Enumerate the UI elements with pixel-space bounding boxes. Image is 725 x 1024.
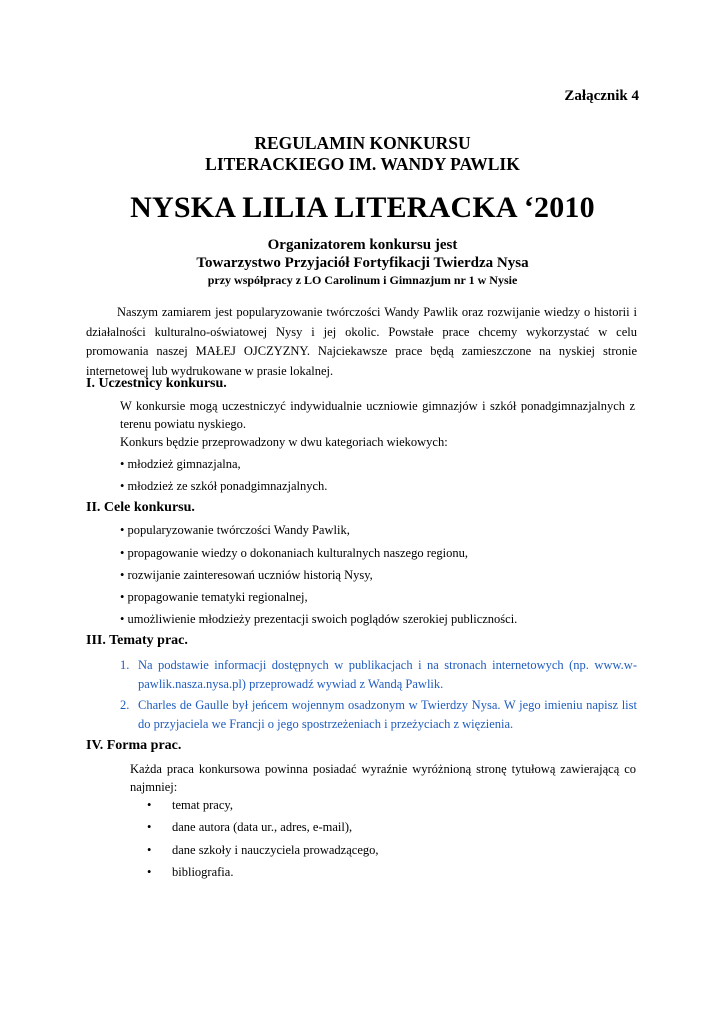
category-item: • młodzież gimnazjalna, — [120, 457, 241, 471]
participants-paragraph: W konkursie mogą uczestniczyć indywidualnie uczniowie gimnazjów i szkół ponadgimnazjalnych z terenu powiatu nyskiego. — [120, 399, 635, 431]
intro-paragraph: Naszym zamiarem jest popularyzowanie twórczości Wandy Pawlik oraz rozwijanie wiedzy o historii i działalności kulturalno-oświatowej Nysy i jej okolic. Powstałe prace chcemy wykorzystać w celu promowania naszej MAŁEJ OJCZYZNY. Najciekawsze prace będą zamieszczone na nyskiej stronie internetowej lub wydrukowane w prasie lokalnej. — [86, 305, 637, 378]
goal-item: • rozwijanie zainteresowań uczniów historią Nysy, — [120, 568, 373, 582]
regulation-title-line2: LITERACKIEGO IM. WANDY PAWLIK — [205, 154, 520, 174]
regulation-title-line1: REGULAMIN KONKURSU — [254, 133, 471, 153]
categories-paragraph: Konkurs będzie przeprowadzony w dwu kategoriach wiekowych: — [120, 435, 448, 449]
annex-label: Załącznik 4 — [564, 88, 639, 104]
topic-text: Na podstawie informacji dostępnych w publikacjach i na stronach internetowych (np. www.w-pawlik.nasza.nysa.pl) przeprowadź wywiad z Wandą Pawlik. — [138, 658, 637, 691]
form-item — [147, 797, 233, 814]
bullet-icon: • — [147, 820, 152, 834]
title-block — [0, 133, 725, 288]
bullet-icon: • — [147, 865, 152, 879]
section-goals-title: II. Cele konkursu. — [86, 500, 195, 515]
topic-number: 2. — [120, 698, 130, 712]
form-paragraph: Każda praca konkursowa powinna posiadać wyraźnie wyróżnioną stronę tytułową zawierającą co najmniej: — [130, 762, 636, 794]
goal-item: • propagowanie wiedzy o dokonaniach kulturalnych naszego regionu, — [120, 546, 469, 560]
organizer-heading: Organizatorem konkursu jest — [267, 237, 458, 253]
contest-main-title: NYSKA LILIA LITERACKA ‘2010 — [130, 191, 595, 224]
form-item-text: dane autora (data ur., adres, e-mail), — [172, 820, 353, 834]
form-item-text: dane szkoły i nauczyciela prowadzącego, — [172, 843, 379, 857]
organizer-name: Towarzystwo Przyjaciół Fortyfikacji Twierdza Nysa — [196, 255, 529, 271]
topic-number: 1. — [120, 658, 130, 672]
form-item-text: bibliografia. — [172, 865, 234, 879]
goal-item: • propagowanie tematyki regionalnej, — [120, 590, 308, 604]
section-topics-title: III. Tematy prac. — [86, 633, 188, 648]
goal-item: • umożliwienie młodzieży prezentacji swoich poglądów szerokiej publiczności. — [120, 612, 518, 626]
bullet-icon: • — [147, 843, 152, 857]
form-item-text: temat pracy, — [172, 798, 233, 812]
form-item — [147, 842, 379, 859]
form-item — [147, 864, 233, 881]
topic-item — [120, 696, 637, 734]
section-form-title: IV. Forma prac. — [86, 738, 182, 753]
cooperation-note: przy współpracy z LO Carolinum i Gimnazjum nr 1 w Nysie — [207, 273, 518, 287]
goal-item: • popularyzowanie twórczości Wandy Pawlik, — [120, 523, 350, 537]
bullet-icon: • — [147, 798, 152, 812]
category-item: • młodzież ze szkół ponadgimnazjalnych. — [120, 479, 328, 493]
topic-item — [120, 656, 637, 694]
topic-text: Charles de Gaulle był jeńcem wojennym osadzonym w Twierdzy Nysa. W jego imieniu napisz list do przyjaciela we Francji o jego spostrzeżeniach i przeżyciach z więzienia. — [138, 698, 637, 731]
section-participants-title: I. Uczestnicy konkursu. — [86, 376, 227, 391]
form-item — [147, 819, 352, 836]
